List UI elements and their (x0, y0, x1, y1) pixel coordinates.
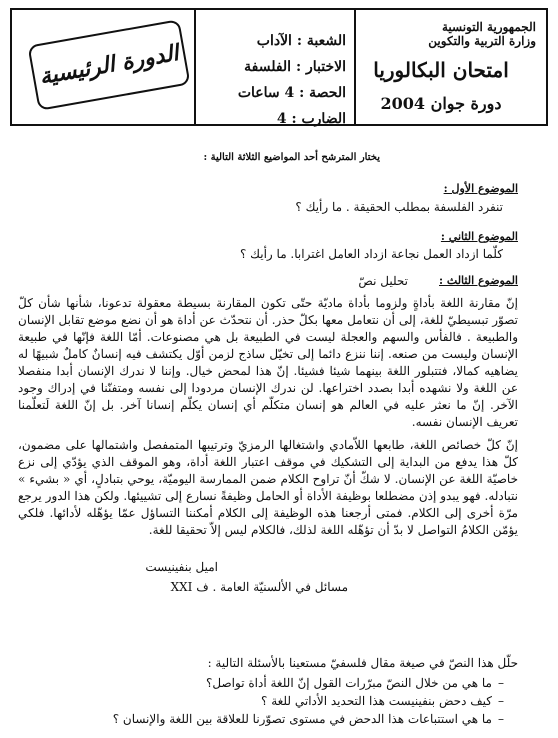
text-paragraph-1: إنّ مقارنة اللغة بأداةٍ ولزوما بأداة ماديّة حتّى تكون المقارنة بسيطة معقولة تدعونا، شأنها شأن كلّ تصوّر تبسيطيّ للغة، إلى أن نتعامل معها بكلّ حذر. أن نتحدّث عن أداة هو أن نضع موضع تقابل الإنسان والطبيعة . فالفأس والسهم والعجلة ليست في الطبيعة بل هي مصنوعات. أمّا اللغة فإنّها في طبيعة الإنسان وليست من صنعه. إننا ننزع دائما إلى تخيّل ساذج لزمن أوّل يكتشف فيه إنسانٌ كاملٌ شبيهًا له يضاهيه كمالا، فتتبلور اللغة بينهما شيئا فشيئا. إنّ هذا لمحض خيال. وإننا لا ندرك الإنسان أبدا منفصلا عن اللغة ولا نشهده أبدا بصدد اختراعها. لن ندرك الإنسان مردودا إلى نفسه ومتفنّنا في إدراك وجود الآخر. إنّ ما نعثر عليه في العالم هو إنسان متكلّم أي إنسان يكلّم إنسانا آخر. بل إنّ اللغة لَتعلّمنا تعريف الإنسان نفسه. (18, 296, 518, 429)
question-item: – كيف دحض بنفينيست هذا التحديد الأداتي للغة ؟ (38, 692, 518, 710)
meta-coefficient: الضارب : 4 (276, 111, 346, 127)
header-right (346, 10, 546, 124)
exam-header (10, 8, 548, 126)
citation-author: اميل بنفينيست (145, 560, 218, 574)
header-meta (196, 10, 346, 127)
text-paragraph-2: إنّ كلّ خصائص اللغة، طابعها اللاّمادي واشتغالها الرمزيّ وترتيبها المتمفصل واشتمالها على مضمون، كلّ هذا يدفع من البداية إلى التشكيك في موقف اعتبار اللغة أداة، وهو الموقف الذي يؤدّي إلى نزع خاصيّة اللغة عن الإنسان. لا شكّ أنّ تراوح الكلام ضمن الممارسة اليوميّة، يوحي بتبادلٍ، أي « بشيء » نتبادله. فهو يبدو إذن مضطلعا بوظيفة الأداة أو الحامل وظيفةً نسارع إلى تشييئها. ولكن هذا الدور يرجع مرّة أخرى إلى الكلام. فمتى أرجعنا هذه الوظيفة إلى الكلام أمكننا التساؤل عمّا يؤهّله لأدائها. فلكي يؤمّن الكلامُ التواصل لا بدّ أن تؤهّله اللغة لذلك، فالكلام ليس إلاّ تحقيقا للغة. (18, 438, 518, 537)
ministry-label: وزارة التربية والتكوين (428, 34, 536, 48)
meta-duration: الحصة : 4 ساعات (237, 85, 346, 101)
exam-title: امتحان البكالوريا (373, 58, 509, 82)
subject-one-title: الموضوع الأول : (443, 182, 518, 195)
session-stamp (27, 19, 190, 111)
header-left (12, 10, 202, 124)
stamp-text: الدورة الرئيسية (37, 39, 181, 91)
questions-intro: حلّل هذا النصّ في صيغة مقال فلسفيّ مستعينا بالأسئلة التالية : (207, 656, 518, 670)
subject-two-text: كلّما ازداد العمل نجاعة ازداد العامل اغترابا. ما رأيك ؟ (239, 247, 503, 261)
subject-one-text: تنفرد الفلسفة بمطلب الحقيقة . ما رأيك ؟ (295, 200, 503, 214)
subject-three-subtitle: تحليل نصّ (358, 274, 408, 288)
question-item: – ما هي استتباعات هذا الدحض في مستوى تصوّرنا للعلاقة بين اللغة والإنسان ؟ (38, 710, 518, 728)
meta-branch: الشعبة : الآداب (256, 33, 346, 49)
citation-source: مسائل في الألسنيّة العامة . ف XXI (170, 580, 348, 594)
exam-session: دورة جوان 2004 (380, 94, 502, 113)
meta-exam: الاختبار : الفلسفة (244, 59, 346, 75)
republic-label: الجمهورية التونسية (441, 20, 536, 34)
analysis-questions (38, 656, 518, 728)
subject-two-title: الموضوع الثاني : (440, 230, 518, 243)
subject-three-title: الموضوع الثالث : (439, 274, 518, 287)
text-excerpt (18, 295, 518, 539)
question-item: – ما هي من خلال النصّ مبرّرات القول إنّ اللغة أداة تواصل؟ (38, 674, 518, 692)
instructions: يختار المترشح أحد المواضيع الثلاثة التالية : (203, 152, 380, 163)
